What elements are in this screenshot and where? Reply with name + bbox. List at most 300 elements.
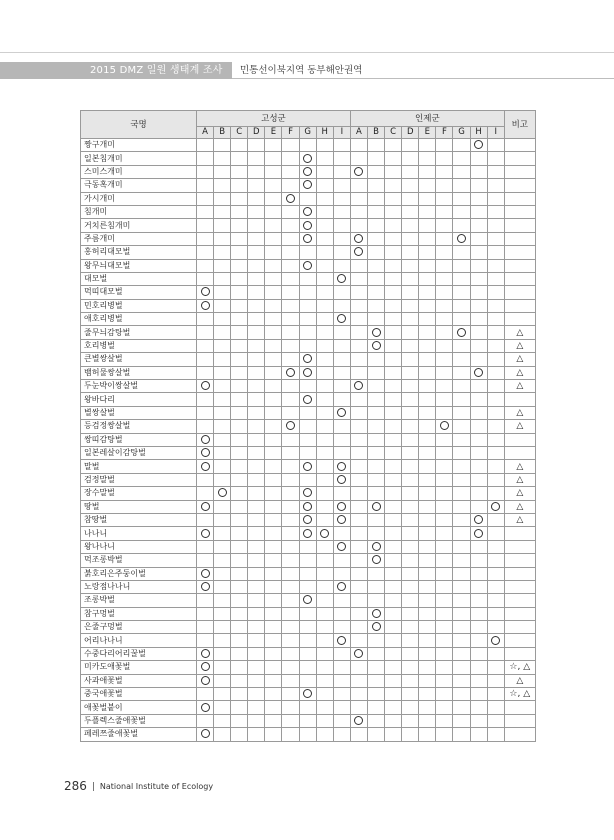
presence-cell [316, 152, 333, 165]
presence-cell [299, 433, 316, 446]
table-row [81, 621, 536, 634]
presence-cell [470, 420, 487, 433]
presence-cell [214, 259, 231, 272]
presence-cell [197, 714, 214, 727]
species-name: 수중다리어리꿀벌 [81, 647, 197, 660]
presence-cell [436, 339, 453, 352]
subcol-header-g-c: C [231, 127, 248, 139]
presence-cell [214, 393, 231, 406]
note-cell [504, 205, 535, 218]
presence-cell [385, 567, 402, 580]
presence-cell [367, 688, 384, 701]
presence-cell [402, 527, 419, 540]
presence-cell [487, 393, 504, 406]
presence-mark [286, 194, 295, 203]
presence-cell [265, 259, 282, 272]
presence-mark [491, 502, 500, 511]
presence-cell [197, 232, 214, 245]
presence-cell [214, 433, 231, 446]
species-name: 주름개미 [81, 232, 197, 245]
presence-cell [419, 728, 436, 741]
presence-cell [402, 353, 419, 366]
table-row [81, 339, 536, 352]
presence-cell [470, 326, 487, 339]
subcol-header-g-d: D [248, 127, 265, 139]
presence-cell [316, 473, 333, 486]
presence-cell [350, 259, 367, 272]
presence-cell [197, 179, 214, 192]
presence-cell [436, 647, 453, 660]
presence-cell [333, 433, 350, 446]
presence-cell [197, 165, 214, 178]
presence-cell [248, 580, 265, 593]
presence-cell [214, 313, 231, 326]
presence-cell [214, 446, 231, 459]
presence-cell [214, 688, 231, 701]
presence-cell [470, 540, 487, 553]
presence-cell [385, 272, 402, 285]
presence-cell [333, 500, 350, 513]
presence-cell [385, 634, 402, 647]
presence-cell [453, 393, 470, 406]
presence-cell [248, 380, 265, 393]
note-cell: △ [504, 473, 535, 486]
presence-cell [402, 259, 419, 272]
presence-mark [457, 234, 466, 243]
table-row [81, 179, 536, 192]
presence-cell [214, 246, 231, 259]
presence-cell [316, 513, 333, 526]
header-rule [232, 78, 614, 79]
presence-cell [436, 380, 453, 393]
subcol-header-i-a: A [350, 127, 367, 139]
presence-cell [402, 513, 419, 526]
presence-cell [299, 152, 316, 165]
presence-cell [333, 714, 350, 727]
presence-cell [299, 714, 316, 727]
presence-cell [419, 433, 436, 446]
presence-cell [316, 232, 333, 245]
presence-cell [248, 259, 265, 272]
presence-cell [367, 326, 384, 339]
presence-cell [316, 621, 333, 634]
presence-cell [350, 594, 367, 607]
presence-mark [303, 354, 312, 363]
presence-cell [282, 326, 299, 339]
presence-cell [316, 554, 333, 567]
presence-cell [436, 393, 453, 406]
presence-cell [299, 473, 316, 486]
presence-cell [402, 380, 419, 393]
presence-mark [201, 381, 210, 390]
presence-cell [385, 420, 402, 433]
presence-cell [367, 339, 384, 352]
presence-cell [470, 621, 487, 634]
presence-cell [470, 460, 487, 473]
species-name: 침개미 [81, 205, 197, 218]
table-row [81, 500, 536, 513]
presence-cell [316, 339, 333, 352]
presence-cell [470, 339, 487, 352]
note-cell [504, 179, 535, 192]
presence-cell [436, 540, 453, 553]
presence-mark [474, 529, 483, 538]
species-name: 나나니 [81, 527, 197, 540]
presence-cell [197, 219, 214, 232]
presence-cell [248, 205, 265, 218]
presence-cell [197, 286, 214, 299]
presence-cell [470, 219, 487, 232]
presence-cell [214, 406, 231, 419]
col-header-name: 국명 [81, 111, 197, 139]
presence-cell [214, 728, 231, 741]
presence-cell [265, 232, 282, 245]
table-row [81, 567, 536, 580]
footer [64, 779, 213, 793]
presence-cell [487, 527, 504, 540]
presence-cell [248, 607, 265, 620]
presence-cell [299, 540, 316, 553]
presence-cell [333, 513, 350, 526]
presence-cell [436, 219, 453, 232]
presence-cell [350, 272, 367, 285]
presence-cell [265, 647, 282, 660]
presence-cell [367, 152, 384, 165]
presence-cell [436, 460, 453, 473]
presence-cell [402, 688, 419, 701]
presence-cell [299, 621, 316, 634]
presence-cell [299, 554, 316, 567]
table-row [81, 674, 536, 687]
species-name: 먹띠대모벌 [81, 286, 197, 299]
presence-cell [350, 607, 367, 620]
presence-cell [231, 594, 248, 607]
presence-cell [299, 647, 316, 660]
note-cell: △ [504, 674, 535, 687]
presence-cell [419, 446, 436, 459]
species-name: 페레쯔줄애꽃벌 [81, 728, 197, 741]
subcol-header-i-b: B [367, 127, 384, 139]
presence-cell [436, 420, 453, 433]
presence-cell [402, 406, 419, 419]
presence-cell [350, 728, 367, 741]
presence-mark [337, 636, 346, 645]
presence-cell [487, 647, 504, 660]
presence-cell [231, 152, 248, 165]
presence-cell [487, 607, 504, 620]
species-name: 가시개미 [81, 192, 197, 205]
presence-cell [436, 688, 453, 701]
presence-cell [333, 621, 350, 634]
presence-cell [282, 567, 299, 580]
presence-cell [248, 393, 265, 406]
presence-mark [354, 649, 363, 658]
presence-cell [333, 554, 350, 567]
presence-cell [231, 647, 248, 660]
presence-cell [402, 286, 419, 299]
presence-cell [214, 219, 231, 232]
presence-cell [265, 674, 282, 687]
presence-cell [214, 607, 231, 620]
presence-cell [453, 607, 470, 620]
presence-cell [248, 179, 265, 192]
presence-cell [367, 527, 384, 540]
subcol-header-i-c: C [385, 127, 402, 139]
presence-cell [197, 540, 214, 553]
presence-cell [231, 366, 248, 379]
presence-cell [231, 286, 248, 299]
presence-cell [265, 339, 282, 352]
presence-cell [436, 433, 453, 446]
presence-cell [316, 259, 333, 272]
presence-cell [419, 339, 436, 352]
species-name: 극동혹개미 [81, 179, 197, 192]
presence-cell [231, 139, 248, 152]
presence-cell [487, 701, 504, 714]
presence-cell [333, 232, 350, 245]
page-number: 286 [64, 779, 87, 793]
presence-cell [231, 272, 248, 285]
presence-cell [385, 259, 402, 272]
table-row [81, 714, 536, 727]
presence-cell [248, 446, 265, 459]
presence-cell [299, 393, 316, 406]
presence-cell [436, 259, 453, 272]
presence-cell [214, 152, 231, 165]
presence-mark [337, 542, 346, 551]
presence-cell [470, 286, 487, 299]
presence-mark [320, 529, 329, 538]
presence-cell [453, 460, 470, 473]
presence-cell [436, 139, 453, 152]
presence-mark [201, 529, 210, 538]
presence-cell [299, 286, 316, 299]
presence-cell [419, 165, 436, 178]
presence-cell [402, 393, 419, 406]
presence-cell [282, 487, 299, 500]
presence-cell [487, 594, 504, 607]
table-row [81, 139, 536, 152]
presence-cell [282, 446, 299, 459]
presence-cell [453, 192, 470, 205]
presence-cell [197, 246, 214, 259]
presence-cell [453, 661, 470, 674]
presence-cell [248, 674, 265, 687]
presence-cell [265, 527, 282, 540]
presence-cell [419, 192, 436, 205]
presence-cell [265, 139, 282, 152]
presence-cell [231, 353, 248, 366]
presence-cell [231, 634, 248, 647]
presence-cell [402, 232, 419, 245]
presence-cell [419, 246, 436, 259]
presence-cell [299, 313, 316, 326]
presence-cell [197, 621, 214, 634]
presence-cell [248, 339, 265, 352]
presence-cell [419, 139, 436, 152]
presence-cell [385, 540, 402, 553]
subcol-header-i-h: H [470, 127, 487, 139]
presence-cell [402, 152, 419, 165]
species-name: 사과애꽃벌 [81, 674, 197, 687]
presence-cell [282, 393, 299, 406]
presence-cell [367, 366, 384, 379]
presence-cell [470, 433, 487, 446]
presence-cell [419, 393, 436, 406]
presence-mark [286, 368, 295, 377]
presence-cell [282, 192, 299, 205]
presence-cell [316, 594, 333, 607]
note-cell: ☆, △ [504, 661, 535, 674]
presence-cell [350, 339, 367, 352]
presence-cell [453, 366, 470, 379]
presence-cell [402, 219, 419, 232]
presence-cell [367, 661, 384, 674]
presence-cell [487, 513, 504, 526]
species-name: 뱀허물쌍살벌 [81, 366, 197, 379]
species-name: 호리병벌 [81, 339, 197, 352]
presence-cell [419, 152, 436, 165]
presence-cell [214, 594, 231, 607]
presence-cell [453, 487, 470, 500]
presence-mark [303, 368, 312, 377]
presence-cell [197, 192, 214, 205]
species-name: 왕무늬대모벌 [81, 259, 197, 272]
presence-cell [453, 554, 470, 567]
subcol-header-g-h: H [316, 127, 333, 139]
presence-cell [470, 353, 487, 366]
presence-cell [299, 192, 316, 205]
table-row [81, 701, 536, 714]
presence-cell [385, 326, 402, 339]
presence-cell [487, 661, 504, 674]
presence-cell [197, 567, 214, 580]
note-cell [504, 219, 535, 232]
table-row [81, 513, 536, 526]
presence-cell [316, 353, 333, 366]
presence-cell [470, 527, 487, 540]
presence-cell [402, 366, 419, 379]
presence-cell [487, 473, 504, 486]
presence-cell [350, 366, 367, 379]
presence-cell [367, 179, 384, 192]
presence-mark [354, 716, 363, 725]
table-row [81, 205, 536, 218]
presence-cell [470, 674, 487, 687]
presence-mark [474, 140, 483, 149]
note-cell [504, 634, 535, 647]
presence-cell [299, 500, 316, 513]
presence-cell [248, 527, 265, 540]
presence-cell [248, 299, 265, 312]
presence-cell [419, 232, 436, 245]
note-cell [504, 594, 535, 607]
presence-cell [402, 460, 419, 473]
presence-cell [453, 326, 470, 339]
presence-mark [491, 636, 500, 645]
presence-cell [350, 540, 367, 553]
presence-cell [453, 701, 470, 714]
presence-cell [367, 500, 384, 513]
table-row [81, 688, 536, 701]
presence-cell [214, 701, 231, 714]
presence-cell [282, 406, 299, 419]
presence-cell [402, 701, 419, 714]
presence-cell [350, 674, 367, 687]
species-name: 왕바다리 [81, 393, 197, 406]
subcol-header-i-f: F [436, 127, 453, 139]
presence-cell [316, 165, 333, 178]
presence-cell [333, 139, 350, 152]
presence-cell [402, 179, 419, 192]
presence-cell [453, 205, 470, 218]
presence-cell [350, 688, 367, 701]
presence-cell [402, 647, 419, 660]
table-row [81, 728, 536, 741]
presence-mark [337, 274, 346, 283]
presence-cell [453, 165, 470, 178]
presence-cell [333, 165, 350, 178]
presence-cell [299, 406, 316, 419]
presence-cell [402, 728, 419, 741]
presence-cell [299, 674, 316, 687]
presence-cell [419, 406, 436, 419]
presence-cell [402, 165, 419, 178]
col-header-inje: 인제군 [350, 111, 504, 127]
presence-cell [350, 299, 367, 312]
subcol-header-i-i: I [487, 127, 504, 139]
presence-cell [453, 594, 470, 607]
presence-cell [299, 232, 316, 245]
note-cell [504, 393, 535, 406]
subcol-header-g-g: G [299, 127, 316, 139]
presence-cell [333, 634, 350, 647]
presence-cell [197, 205, 214, 218]
presence-cell [282, 647, 299, 660]
presence-cell [470, 259, 487, 272]
presence-cell [470, 647, 487, 660]
presence-mark [303, 529, 312, 538]
presence-cell [350, 527, 367, 540]
presence-cell [385, 353, 402, 366]
presence-cell [197, 139, 214, 152]
presence-cell [350, 406, 367, 419]
presence-cell [333, 353, 350, 366]
presence-cell [299, 634, 316, 647]
presence-cell [214, 714, 231, 727]
presence-cell [248, 567, 265, 580]
presence-cell [436, 353, 453, 366]
presence-cell [197, 674, 214, 687]
table-row [81, 420, 536, 433]
presence-mark [457, 328, 466, 337]
presence-cell [367, 259, 384, 272]
presence-cell [282, 473, 299, 486]
species-name: 장수말벌 [81, 487, 197, 500]
presence-mark [372, 502, 381, 511]
presence-mark [303, 234, 312, 243]
presence-cell [367, 420, 384, 433]
presence-cell [282, 728, 299, 741]
presence-cell [385, 527, 402, 540]
presence-cell [385, 219, 402, 232]
presence-cell [316, 192, 333, 205]
presence-cell [350, 139, 367, 152]
presence-cell [350, 326, 367, 339]
presence-cell [419, 179, 436, 192]
presence-cell [316, 607, 333, 620]
presence-cell [453, 621, 470, 634]
